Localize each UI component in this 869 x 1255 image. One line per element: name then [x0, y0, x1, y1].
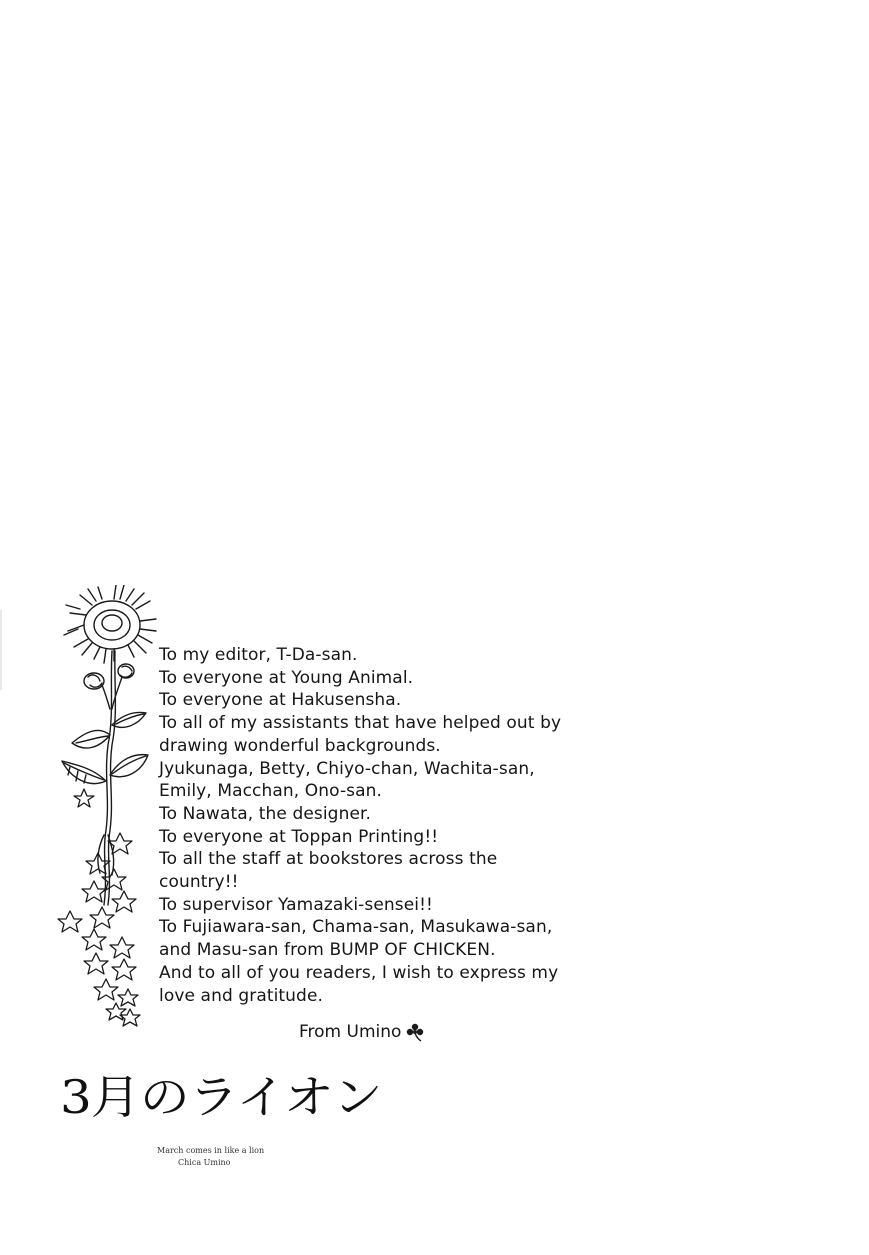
message-line: love and gratitude.	[159, 985, 324, 1006]
star-icon	[58, 911, 82, 932]
star-icon	[82, 881, 106, 902]
message-line: Emily, Macchan, Ono-san.	[159, 781, 383, 802]
leaf-icon	[110, 755, 148, 777]
star-icon	[84, 953, 108, 974]
message-line: and Masu-san from BUMP OF CHICKEN.	[159, 940, 496, 961]
star-icon	[108, 833, 132, 854]
message-line: To Nawata, the designer.	[159, 803, 372, 824]
page-edge-mark	[0, 610, 2, 690]
message-line: To Fujiawara-san, Chama-san, Masukawa-san,	[159, 917, 553, 938]
series-logo-author: Chica Umino	[178, 1158, 231, 1167]
flower-head-icon	[64, 585, 156, 663]
clover-icon	[405, 1022, 425, 1042]
message-line: To all the staff at bookstores across the	[159, 849, 498, 870]
signature-text: From Umino	[299, 1022, 402, 1042]
signature	[299, 1021, 425, 1043]
series-logo-subtitle: March comes in like a lion	[157, 1146, 265, 1155]
star-icon	[90, 907, 114, 928]
stars-cluster	[58, 789, 140, 1026]
leaf-icon	[62, 761, 106, 784]
star-icon	[74, 789, 94, 807]
message-line: To my editor, T-Da-san.	[159, 645, 358, 665]
star-icon	[94, 979, 118, 1000]
series-logo-title: 3月のライオン	[60, 1070, 382, 1125]
message-line: To supervisor Yamazaki-sensei!!	[159, 894, 433, 915]
bud-icon	[84, 673, 110, 709]
message-line: To all of my assistants that have helped out by	[159, 713, 562, 734]
acknowledgement-message	[159, 644, 599, 1007]
message-line: And to all of you readers, I wish to express my	[159, 962, 559, 983]
star-icon	[112, 891, 136, 912]
message-line: country!!	[159, 872, 239, 893]
star-icon	[112, 959, 136, 980]
leaf-icon	[72, 730, 110, 748]
star-icon	[82, 929, 106, 950]
message-line: drawing wonderful backgrounds.	[159, 735, 441, 756]
leaf-icon	[112, 713, 146, 728]
star-icon	[118, 989, 138, 1006]
message-line: Jyukunaga, Betty, Chiyo-chan, Wachita-san,	[159, 758, 535, 779]
star-icon	[110, 937, 134, 958]
message-line: To everyone at Toppan Printing!!	[159, 826, 439, 847]
message-line: To everyone at Hakusensha.	[159, 690, 402, 711]
message-line: To everyone at Young Animal.	[159, 667, 414, 688]
